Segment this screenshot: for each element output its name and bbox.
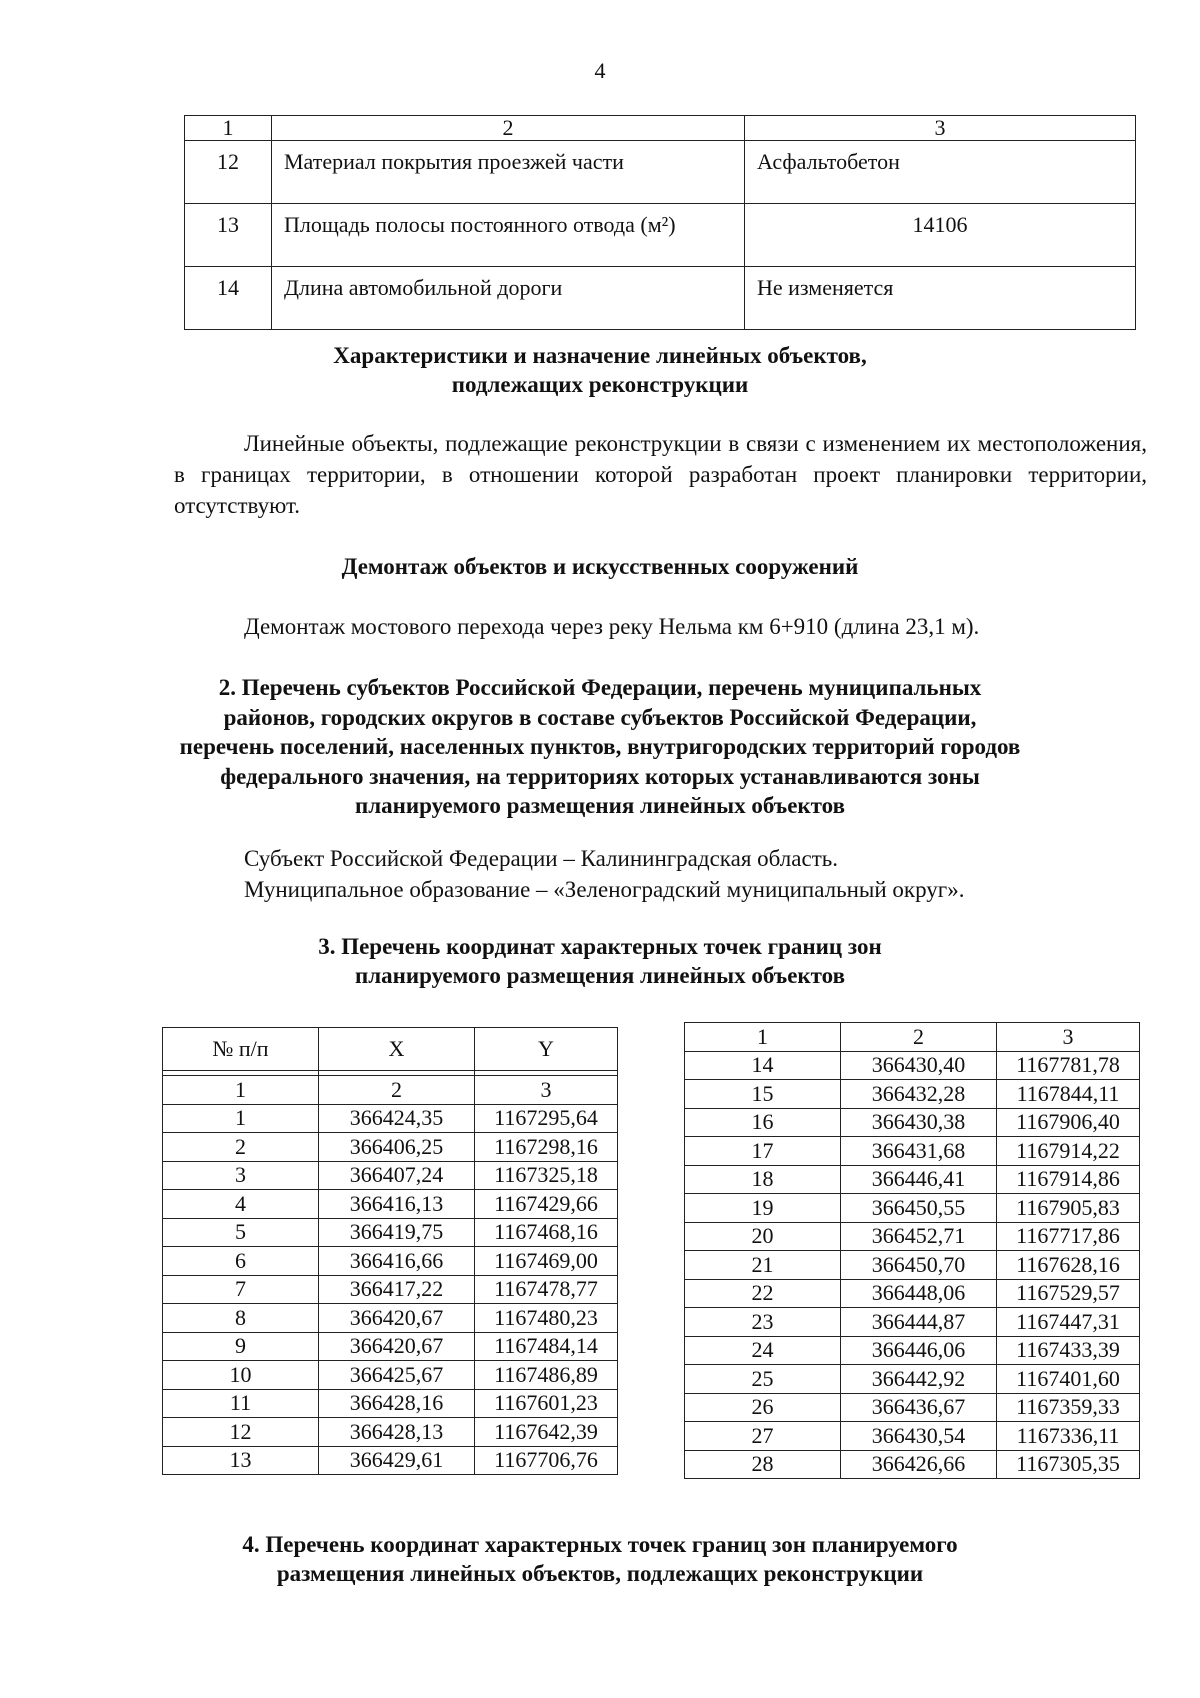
- characteristics-title: [0, 341, 1200, 399]
- row-value: Не изменяется: [745, 267, 1136, 330]
- table-row: [685, 1422, 1140, 1451]
- table-header-cell: X: [319, 1028, 475, 1071]
- section-4-title: [0, 1530, 1200, 1588]
- x-coordinate: 366432,28: [841, 1080, 997, 1109]
- table-row: [163, 1389, 618, 1418]
- x-coordinate: 366446,41: [841, 1165, 997, 1194]
- row-name: Материал покрытия проезжей части: [272, 141, 745, 204]
- table-row: [685, 1194, 1140, 1223]
- table-row: [163, 1446, 618, 1475]
- x-coordinate: 366448,06: [841, 1279, 997, 1308]
- x-coordinate: 366416,66: [319, 1247, 475, 1276]
- y-coordinate: 1167642,39: [475, 1418, 618, 1447]
- point-number: 6: [163, 1247, 319, 1276]
- y-coordinate: 1167305,35: [997, 1450, 1140, 1479]
- point-number: 13: [163, 1446, 319, 1475]
- table-subheader-cell: 1: [685, 1023, 841, 1052]
- y-coordinate: 1167401,60: [997, 1365, 1140, 1394]
- table-row: [163, 1104, 618, 1133]
- point-number: 19: [685, 1194, 841, 1223]
- x-coordinate: 366430,40: [841, 1051, 997, 1080]
- title-line: Характеристики и назначение линейных объектов,: [333, 343, 867, 368]
- title-line: 3. Перечень координат характерных точек границ зон: [318, 934, 882, 959]
- table-subheader-cell: 1: [163, 1076, 319, 1105]
- point-number: 26: [685, 1393, 841, 1422]
- point-number: 11: [163, 1389, 319, 1418]
- y-coordinate: 1167429,66: [475, 1190, 618, 1219]
- demolition-title: Демонтаж объектов и искусственных сооружений: [341, 554, 859, 579]
- table-row: [685, 1251, 1140, 1280]
- point-number: 16: [685, 1108, 841, 1137]
- table-header-cell: Y: [475, 1028, 618, 1071]
- table-row: [163, 1161, 618, 1190]
- y-coordinate: 1167447,31: [997, 1308, 1140, 1337]
- table-header-cell: № п/п: [163, 1028, 319, 1071]
- row-value: Асфальтобетон: [745, 141, 1136, 204]
- y-coordinate: 1167484,14: [475, 1332, 618, 1361]
- coordinates-table-left: [162, 1027, 618, 1475]
- demolition-paragraph: Демонтаж мостового перехода через реку Нельма км 6+910 (длина 23,1 м).: [244, 614, 980, 639]
- x-coordinate: 366420,67: [319, 1332, 475, 1361]
- point-number: 22: [685, 1279, 841, 1308]
- point-number: 17: [685, 1137, 841, 1166]
- point-number: 7: [163, 1275, 319, 1304]
- x-coordinate: 366419,75: [319, 1218, 475, 1247]
- point-number: 8: [163, 1304, 319, 1333]
- x-coordinate: 366430,54: [841, 1422, 997, 1451]
- x-coordinate: 366407,24: [319, 1161, 475, 1190]
- y-coordinate: 1167295,64: [475, 1104, 618, 1133]
- y-coordinate: 1167486,89: [475, 1361, 618, 1390]
- table-row: [185, 141, 1136, 204]
- x-coordinate: 366406,25: [319, 1133, 475, 1162]
- x-coordinate: 366417,22: [319, 1275, 475, 1304]
- x-coordinate: 366452,71: [841, 1222, 997, 1251]
- page-number: 4: [594, 58, 606, 83]
- point-number: 4: [163, 1190, 319, 1219]
- x-coordinate: 366420,67: [319, 1304, 475, 1333]
- table-row: [685, 1279, 1140, 1308]
- row-number: 12: [185, 141, 272, 204]
- table-row: [163, 1332, 618, 1361]
- parameters-table: [184, 115, 1136, 330]
- table-row: [685, 1365, 1140, 1394]
- table-subheader-row: [685, 1023, 1140, 1052]
- row-name: Площадь полосы постоянного отвода (м²): [272, 204, 745, 267]
- coordinates-table-right: [684, 1022, 1140, 1479]
- row-name: Длина автомобильной дороги: [272, 267, 745, 330]
- x-coordinate: 366446,06: [841, 1336, 997, 1365]
- y-coordinate: 1167781,78: [997, 1051, 1140, 1080]
- point-number: 12: [163, 1418, 319, 1447]
- x-coordinate: 366450,70: [841, 1251, 997, 1280]
- table-header-row: [185, 116, 1136, 141]
- x-coordinate: 366436,67: [841, 1393, 997, 1422]
- table-row: [685, 1051, 1140, 1080]
- point-number: 24: [685, 1336, 841, 1365]
- table-row: [163, 1361, 618, 1390]
- x-coordinate: 366430,38: [841, 1108, 997, 1137]
- point-number: 14: [685, 1051, 841, 1080]
- table-row: [685, 1450, 1140, 1479]
- y-coordinate: 1167529,57: [997, 1279, 1140, 1308]
- table-row: [163, 1247, 618, 1276]
- y-coordinate: 1167469,00: [475, 1247, 618, 1276]
- table-row: [685, 1108, 1140, 1137]
- table-subheader-cell: 2: [319, 1076, 475, 1105]
- title-line: планируемого размещения линейных объектов: [354, 963, 845, 988]
- y-coordinate: 1167480,23: [475, 1304, 618, 1333]
- y-coordinate: 1167433,39: [997, 1336, 1140, 1365]
- table-row: [163, 1133, 618, 1162]
- x-coordinate: 366429,61: [319, 1446, 475, 1475]
- table-row: [685, 1393, 1140, 1422]
- section-3-title: [0, 932, 1200, 990]
- point-number: 23: [685, 1308, 841, 1337]
- y-coordinate: 1167601,23: [475, 1389, 618, 1418]
- table-row: [163, 1218, 618, 1247]
- y-coordinate: 1167914,86: [997, 1165, 1140, 1194]
- table-row: [685, 1222, 1140, 1251]
- y-coordinate: 1167844,11: [997, 1080, 1140, 1109]
- title-line: федерального значения, на территориях которых устанавливаются зоны: [220, 763, 980, 789]
- point-number: 10: [163, 1361, 319, 1390]
- y-coordinate: 1167706,76: [475, 1446, 618, 1475]
- y-coordinate: 1167298,16: [475, 1133, 618, 1162]
- table-row: [685, 1165, 1140, 1194]
- title-line: подлежащих реконструкции: [451, 372, 749, 397]
- title-line: районов, городских округов в составе субъектов Российской Федерации,: [223, 704, 977, 730]
- x-coordinate: 366428,13: [319, 1418, 475, 1447]
- x-coordinate: 366425,67: [319, 1361, 475, 1390]
- row-number: 14: [185, 267, 272, 330]
- y-coordinate: 1167628,16: [997, 1251, 1140, 1280]
- point-number: 15: [685, 1080, 841, 1109]
- y-coordinate: 1167325,18: [475, 1161, 618, 1190]
- title-line: 4. Перечень координат характерных точек границ зон планируемого: [242, 1532, 958, 1557]
- table-header-row: [163, 1028, 618, 1071]
- x-coordinate: 366450,55: [841, 1194, 997, 1223]
- y-coordinate: 1167468,16: [475, 1218, 618, 1247]
- table-row: [163, 1418, 618, 1447]
- point-number: 5: [163, 1218, 319, 1247]
- row-number: 13: [185, 204, 272, 267]
- table-subheader-row: [163, 1076, 618, 1105]
- point-number: 18: [685, 1165, 841, 1194]
- table-header-cell: 3: [745, 116, 1136, 141]
- y-coordinate: 1167359,33: [997, 1393, 1140, 1422]
- point-number: 9: [163, 1332, 319, 1361]
- table-row: [163, 1275, 618, 1304]
- point-number: 28: [685, 1450, 841, 1479]
- municipality-line: Муниципальное образование – «Зеленоградский муниципальный округ».: [244, 877, 965, 902]
- y-coordinate: 1167717,86: [997, 1222, 1140, 1251]
- x-coordinate: 366424,35: [319, 1104, 475, 1133]
- section-2-title: [0, 673, 1200, 821]
- table-row: [185, 204, 1136, 267]
- x-coordinate: 366431,68: [841, 1137, 997, 1166]
- point-number: 3: [163, 1161, 319, 1190]
- point-number: 2: [163, 1133, 319, 1162]
- table-row: [163, 1190, 618, 1219]
- point-number: 20: [685, 1222, 841, 1251]
- table-header-cell: 1: [185, 116, 272, 141]
- table-row: [685, 1336, 1140, 1365]
- y-coordinate: 1167914,22: [997, 1137, 1140, 1166]
- table-row: [163, 1304, 618, 1333]
- subject-line: Субъект Российской Федерации – Калининградская область.: [244, 846, 838, 871]
- x-coordinate: 366426,66: [841, 1450, 997, 1479]
- x-coordinate: 366416,13: [319, 1190, 475, 1219]
- table-header-cell: 2: [272, 116, 745, 141]
- point-number: 25: [685, 1365, 841, 1394]
- point-number: 1: [163, 1104, 319, 1133]
- y-coordinate: 1167336,11: [997, 1422, 1140, 1451]
- y-coordinate: 1167478,77: [475, 1275, 618, 1304]
- table-row: [685, 1308, 1140, 1337]
- title-line: планируемого размещения линейных объектов: [354, 793, 845, 818]
- point-number: 27: [685, 1422, 841, 1451]
- x-coordinate: 366444,87: [841, 1308, 997, 1337]
- y-coordinate: 1167906,40: [997, 1108, 1140, 1137]
- table-body: [685, 1051, 1140, 1479]
- x-coordinate: 366442,92: [841, 1365, 997, 1394]
- x-coordinate: 366428,16: [319, 1389, 475, 1418]
- characteristics-paragraph: Линейные объекты, подлежащие реконструкции в связи с изменением их местоположения, в границах территории, в отношении которой разработан проект планировки территории, отсутствуют.: [174, 431, 1147, 518]
- table-subheader-cell: 3: [997, 1023, 1140, 1052]
- table-subheader-cell: 3: [475, 1076, 618, 1105]
- table-row: [685, 1080, 1140, 1109]
- title-line: перечень поселений, населенных пунктов, внутригородских территорий городов: [179, 734, 1021, 759]
- table-body: [163, 1104, 618, 1475]
- table-subheader-cell: 2: [841, 1023, 997, 1052]
- table-row: [685, 1137, 1140, 1166]
- title-line: 2. Перечень субъектов Российской Федерации, перечень муниципальных: [218, 675, 982, 700]
- table-row: [185, 267, 1136, 330]
- row-value: 14106: [745, 204, 1136, 267]
- point-number: 21: [685, 1251, 841, 1280]
- y-coordinate: 1167905,83: [997, 1194, 1140, 1223]
- title-line: размещения линейных объектов, подлежащих реконструкции: [276, 1561, 924, 1586]
